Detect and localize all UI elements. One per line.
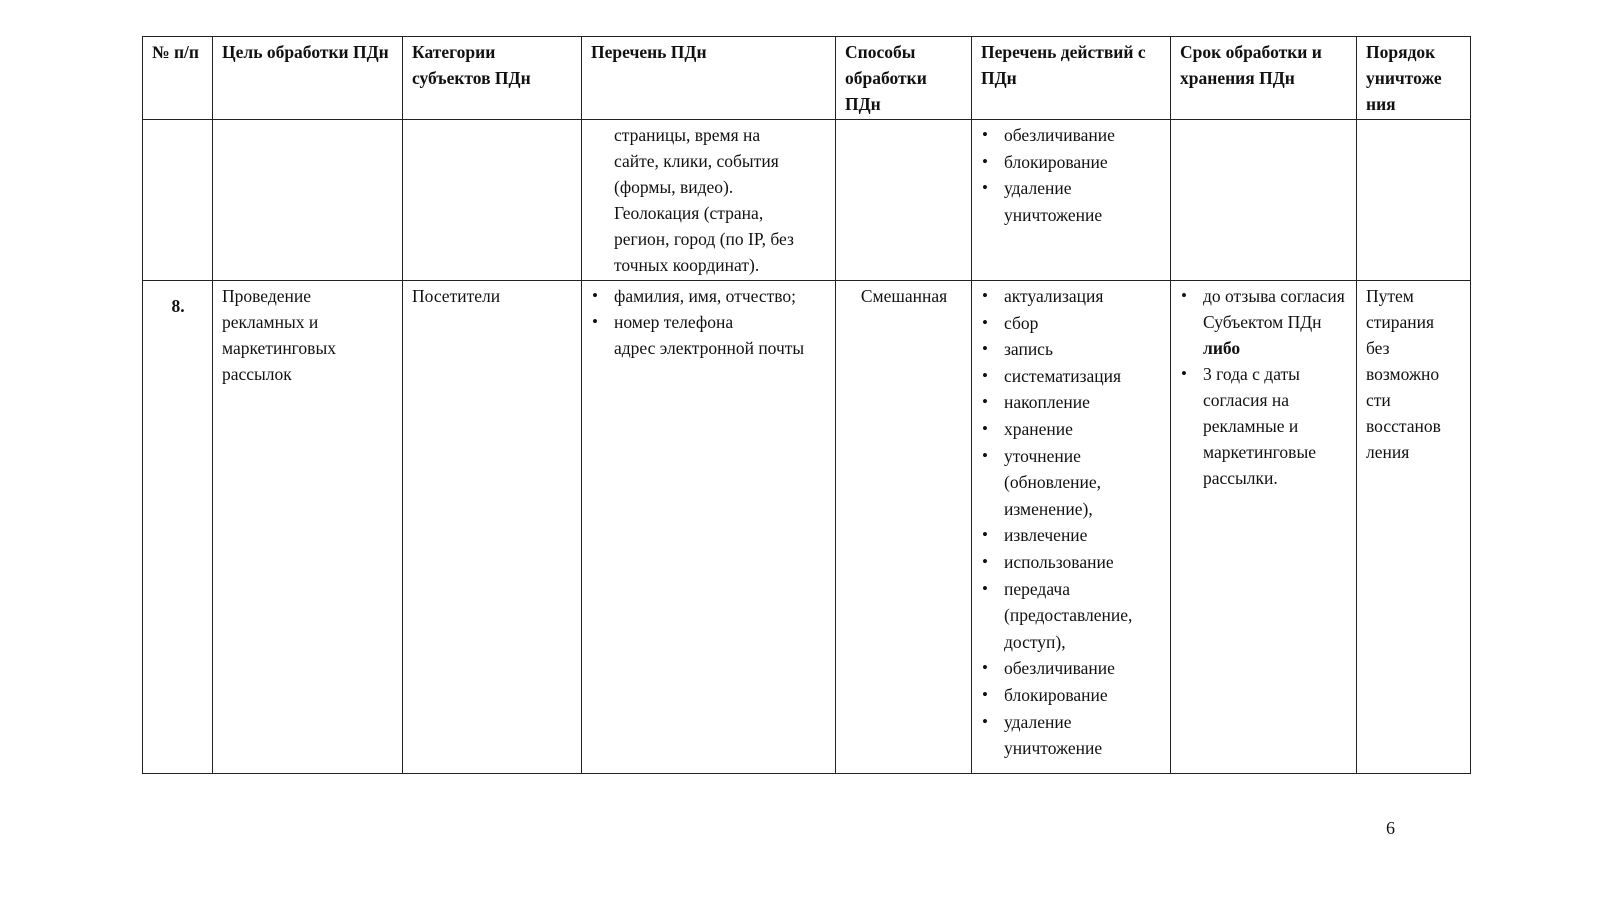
list-item: • хранение — [981, 416, 1162, 443]
pd-list-line: Геолокация (страна, — [614, 203, 764, 223]
cell-number: 8. — [143, 281, 213, 774]
list-item: • сбор — [981, 310, 1162, 337]
pd-list-extra: адрес электронной почты — [614, 338, 805, 358]
pd-list-line: страницы, время на — [614, 125, 761, 145]
list-item: • удаление уничтожение — [981, 709, 1162, 762]
header-processing-methods: Способы обработки ПДн — [836, 37, 972, 120]
cell-destruction — [1357, 120, 1471, 281]
list-item: • номер телефона — [591, 309, 827, 335]
list-item: • систематизация — [981, 363, 1162, 390]
header-retention: Срок обработки и хранения ПДн — [1171, 37, 1357, 120]
cell-pd-list — [582, 120, 836, 281]
list-item: • 3 года с даты согласия на рекламные и маркетинговые рассылки. — [1180, 361, 1348, 491]
list-item: • удаление уничтожение — [981, 175, 1162, 228]
list-item: • блокирование — [981, 149, 1162, 176]
actions-list — [981, 283, 1162, 762]
retention-item-1: до отзыва согласия Субъектом ПДн — [1203, 286, 1345, 332]
table-row-continuation — [143, 120, 1471, 281]
actions-list — [981, 122, 1162, 228]
list-item: • блокирование — [981, 682, 1162, 709]
cell-retention — [1171, 120, 1357, 281]
header-pd-list: Перечень ПДн — [582, 37, 836, 120]
list-item: • обезличивание — [981, 655, 1162, 682]
header-destruction: Порядок уничтоже ния — [1357, 37, 1471, 120]
pd-list — [591, 283, 827, 335]
cell-method — [836, 120, 972, 281]
table-row-8 — [143, 281, 1471, 774]
list-item: • фамилия, имя, отчество; — [591, 283, 827, 309]
list-item: • запись — [981, 336, 1162, 363]
cell-purpose: Проведение рекламных и маркетинговых рассылок — [213, 281, 403, 774]
cell-subjects: Посетители — [403, 281, 582, 774]
cell-actions — [972, 120, 1171, 281]
cell-number — [143, 120, 213, 281]
cell-subjects — [403, 120, 582, 281]
list-item: • актуализация — [981, 283, 1162, 310]
cell-pd-list — [582, 281, 836, 774]
header-number: № п/п — [143, 37, 213, 120]
table-header-row — [143, 37, 1471, 120]
list-item: • передача (предоставление, доступ), — [981, 576, 1162, 656]
list-item: • извлечение — [981, 522, 1162, 549]
header-actions: Перечень действий с ПДн — [972, 37, 1171, 120]
cell-destruction: Путем стирания без возможно сти восстанов ления — [1357, 281, 1471, 774]
retention-connector: либо — [1203, 338, 1241, 358]
page-number: 6 — [1386, 818, 1395, 838]
pdn-processing-table — [142, 36, 1471, 774]
list-item: • накопление — [981, 389, 1162, 416]
cell-purpose — [213, 120, 403, 281]
retention-list — [1180, 283, 1348, 491]
header-subject-categories: Категории субъектов ПДн — [403, 37, 582, 120]
list-item: • обезличивание — [981, 122, 1162, 149]
list-item: • уточнение (обновление, изменение), — [981, 443, 1162, 523]
header-purpose: Цель обработки ПДн — [213, 37, 403, 120]
list-item: • использование — [981, 549, 1162, 576]
cell-actions — [972, 281, 1171, 774]
pd-list-line: сайте, клики, события — [614, 151, 779, 171]
list-item — [1180, 283, 1348, 361]
pd-list-line: (формы, видео). — [614, 177, 734, 197]
cell-method: Смешанная — [836, 281, 972, 774]
pd-list-line: регион, город (по IP, без — [614, 229, 794, 249]
cell-retention — [1171, 281, 1357, 774]
pd-list-line: точных координат). — [614, 255, 760, 275]
